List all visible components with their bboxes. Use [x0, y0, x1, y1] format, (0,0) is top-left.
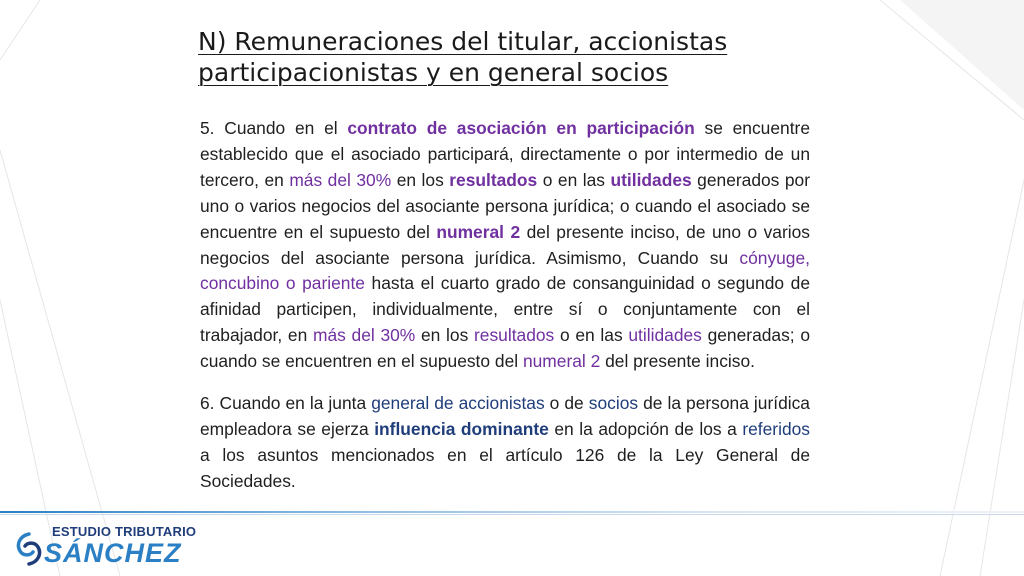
logo-top-text: ESTUDIO TRIBUTARIO [52, 524, 197, 539]
highlight-text: utilidades [610, 169, 692, 190]
text-segment: o de [544, 393, 589, 413]
text-segment: del presente inciso. [600, 351, 755, 372]
footer-bar [0, 511, 1024, 517]
highlight-text: más del 30% [289, 169, 392, 190]
highlight-text: más del 30% [312, 325, 416, 346]
highlight-text: numeral 2 [436, 221, 521, 242]
paragraph-6 [200, 390, 810, 494]
highlight-text: numeral 2 [522, 351, 601, 372]
text-segment: 6. Cuando en la junta [200, 393, 372, 413]
text-segment: 5. Cuando en el [200, 118, 348, 138]
text-segment: o en las [554, 325, 629, 346]
text-segment: en los [391, 169, 450, 190]
highlight-text: referidos [742, 419, 810, 439]
highlight-text: influencia dominante [374, 419, 549, 439]
highlight-text: cónyuge, concubino o pariente [200, 247, 810, 294]
highlight-text: contrato de asociación en participación [347, 118, 695, 138]
highlight-text: resultados [449, 169, 538, 190]
text-segment: a los asuntos mencionados en el artículo 126 de la Ley General de Sociedades. [200, 445, 810, 491]
text-segment: o en las [537, 169, 611, 190]
text-segment: se encuentre establecido que el asociado participará, directamente o por intermedio de un tercero, en [200, 118, 810, 190]
text-segment: en los [415, 325, 475, 346]
text-segment: generadas; o cuando se encuentren en el supuesto del [200, 325, 811, 372]
paragraph-5 [200, 116, 810, 375]
highlight-text: general de accionistas [371, 393, 545, 413]
text-segment: en la adopción de los a [548, 419, 743, 439]
text-segment: generados por uno o varios negocios del asociante persona jurídica; o cuando el asociado se encuentre en el supuesto del [200, 169, 811, 242]
logo-name: SÁNCHEZ [44, 538, 182, 568]
page-title: N) Remuneraciones del titular, accionistas participacionistas y en general socios [198, 27, 728, 87]
highlight-text: utilidades [628, 325, 702, 346]
highlight-text: socios [588, 393, 639, 413]
highlight-text: resultados [474, 325, 555, 346]
logo-swirl-icon [14, 532, 44, 566]
text-segment: del presente inciso, de uno o varios negocios del asociante persona jurídica. Asimismo, Cuando su [200, 221, 810, 268]
text-segment: de la persona jurídica empleadora se ejerza [200, 393, 810, 439]
text-segment: hasta el cuarto grado de consanguinidad o segundo de afinidad participen, individualmente, entre sí o conjuntamente con el trabajador, en [200, 273, 810, 346]
company-logo [14, 524, 197, 572]
